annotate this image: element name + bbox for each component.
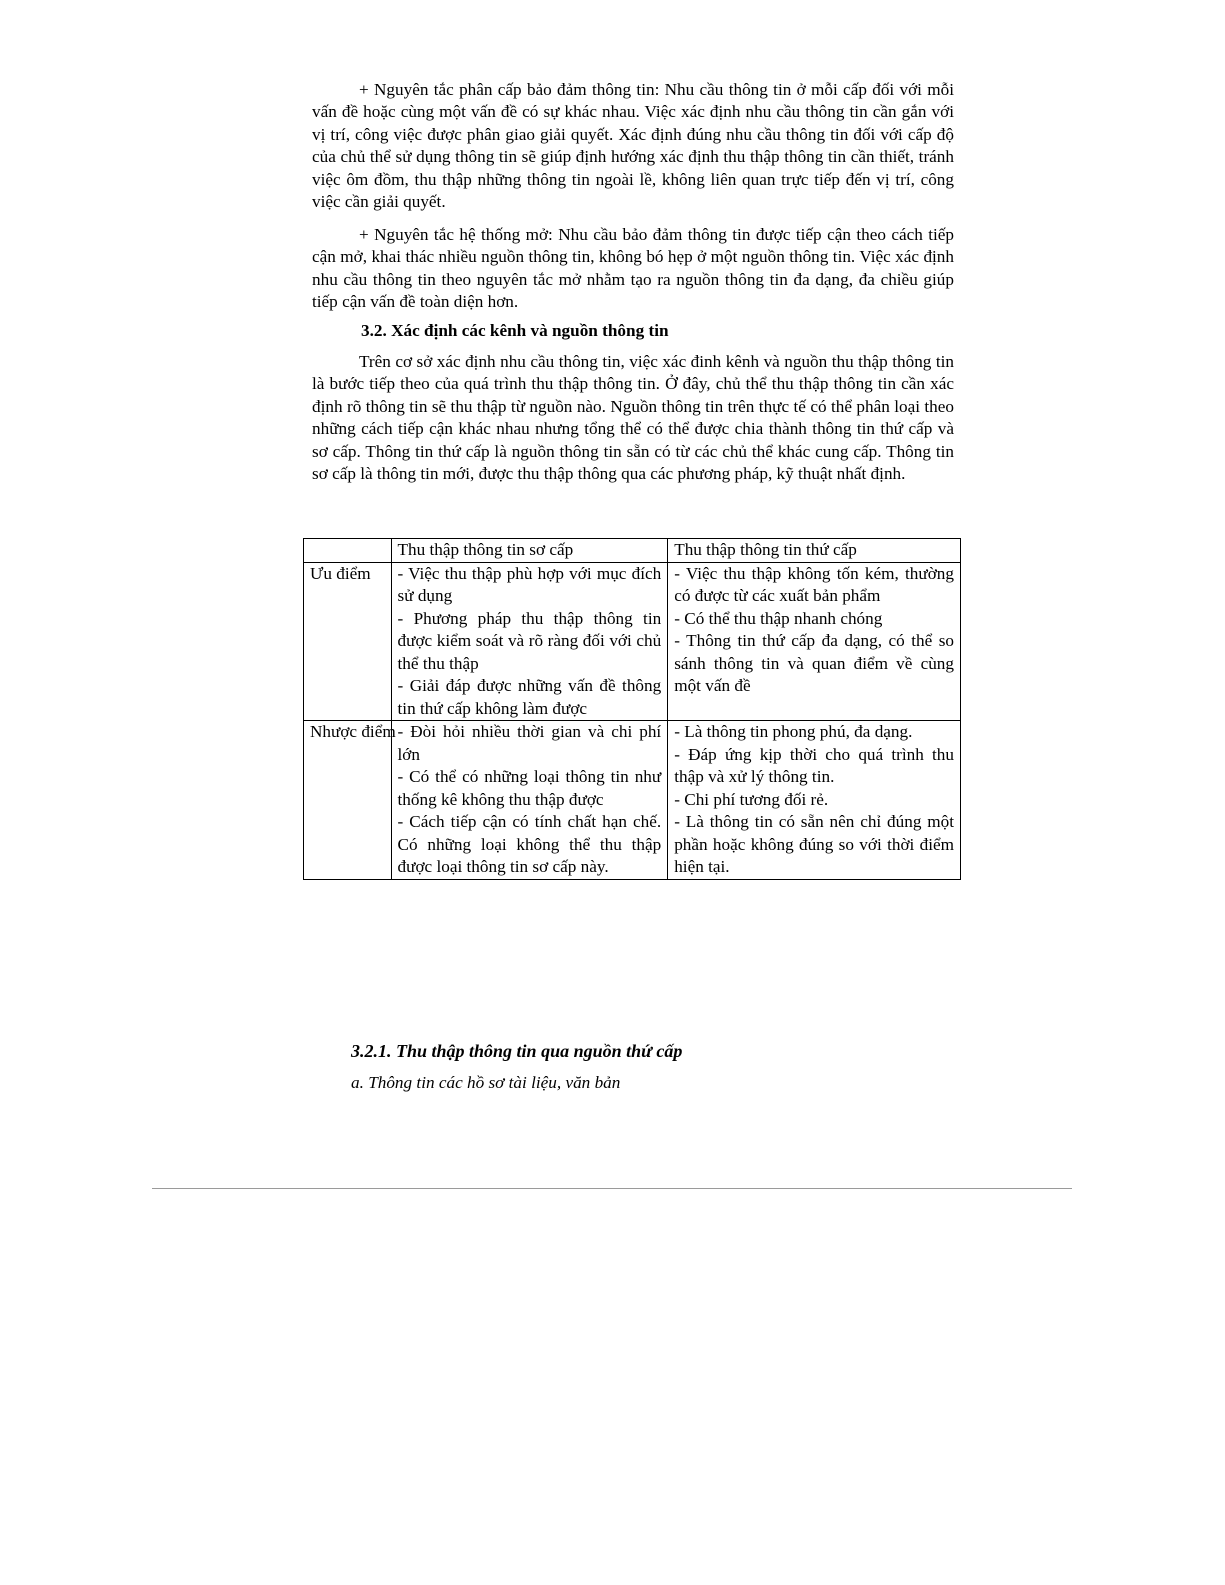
table-header-cell: Thu thập thông tin sơ cấp	[391, 539, 668, 563]
table-header-cell: Thu thập thông tin thứ cấp	[668, 539, 961, 563]
table-header-row	[304, 539, 961, 563]
list-item: - Thông tin thứ cấp đa dạng, có thể so sánh thông tin và quan điểm về cùng một vấn đề	[674, 631, 954, 695]
disadvantages-secondary-cell	[668, 721, 961, 880]
comparison-table	[303, 538, 961, 880]
advantages-primary-cell	[391, 562, 668, 721]
list-item: - Việc thu thập không tốn kém, thường có được từ các xuất bản phẩm	[674, 563, 954, 605]
table-row	[304, 562, 961, 721]
row-label-disadvantages	[304, 721, 396, 880]
list-item: - Đáp ứng kịp thời cho quá trình thu thập và xử lý thông tin.	[674, 744, 954, 786]
list-item: - Có thể có những loại thông tin như thống kê không thu thập được	[397, 767, 662, 809]
section-heading: 3.2. Xác định các kênh và nguồn thông tin	[361, 321, 669, 340]
row-label-text: Nhược điểm	[310, 722, 396, 741]
paragraph-hierarchy-principle	[312, 79, 954, 213]
subsection-heading: 3.2.1. Thu thập thông tin qua nguồn thứ cấp	[351, 1041, 683, 1061]
list-item: - Là thông tin có sẵn nên chỉ đúng một phần hoặc không đúng so với thời điểm hiện tại.	[674, 812, 954, 876]
row-label-overlap	[310, 721, 396, 743]
list-item: - Có thể thu thập nhanh chóng	[674, 608, 883, 628]
paragraph-text: + Nguyên tắc hệ thống mở: Nhu cầu bảo đảm thông tin được tiếp cận theo cách tiếp cận mở, khai thác nhiều nguồn thông tin, không bó hẹp ở một nguồn thông tin. Việc xác định nhu cầu thông tin theo nguyên tắc mở nhằm tạo ra nguồn thông tin đa dạng, đa chiều giúp tiếp cận vấn đề toàn diện hơn.	[312, 225, 954, 312]
table-header-cell	[304, 539, 392, 563]
paragraph-text: Trên cơ sở xác định nhu cầu thông tin, việc xác đinh kênh và nguồn thu thập thông tin là bước tiếp theo của quá trình thu thập thông tin. Ở đây, chủ thể thu thập thông tin cần xác định rõ thông tin sẽ thu thập từ nguồn nào. Nguồn thông tin trên thực tế có thể phân loại theo những cách tiếp cận khác nhau nhưng tổng thể có thể được chia thành thông tin thứ cấp và sơ cấp. Thông tin thứ cấp là nguồn thông tin sẵn có từ các chủ thể khác cung cấp. Thông tin sơ cấp là thông tin mới, được thu thập thông qua các phương pháp, kỹ thuật nhất định.	[312, 352, 954, 484]
row-label-advantages: Ưu điểm	[304, 562, 392, 721]
paragraph-open-system-principle	[312, 224, 954, 314]
list-item: - Cách tiếp cận có tính chất hạn chế. Có những loại không thể thu thập được loại thông tin sơ cấp này.	[397, 812, 662, 876]
advantages-secondary-cell	[668, 562, 961, 721]
page-divider	[152, 1188, 1072, 1189]
table-row	[304, 721, 961, 880]
paragraph-channels-sources	[312, 351, 954, 485]
list-item: - Là thông tin phong phú, đa dạng.	[674, 722, 913, 741]
subsection-item: a. Thông tin các hồ sơ tài liệu, văn bản	[351, 1073, 621, 1092]
disadvantages-primary-cell	[391, 721, 668, 880]
list-item: - Đòi hỏi nhiều thời gian và chi phí lớn	[397, 722, 662, 764]
list-item: - Giải đáp được những vấn đề thông tin thứ cấp không làm được	[397, 676, 662, 718]
list-item: - Chi phí tương đối rẻ.	[674, 789, 829, 809]
list-item: - Việc thu thập phù hợp với mục đích sử dụng	[397, 563, 662, 605]
paragraph-text: + Nguyên tắc phân cấp bảo đảm thông tin: Nhu cầu thông tin ở mỗi cấp đối với mỗi vấn đề hoặc cùng một vấn đề có sự khác nhau. Việc xác định nhu cầu thông tin cần gắn với vị trí, công việc được phân giao giải quyết. Xác định đúng nhu cầu thông tin đối với cấp độ của chủ thể sử dụng thông tin sẽ giúp định hướng xác định thu thập thông tin cần thiết, tránh việc ôm đồm, thu thập những thông tin ngoài lề, không liên quan trực tiếp đến vị trí, công việc cần giải quyết.	[312, 80, 954, 212]
list-item: - Phương pháp thu thập thông tin được kiểm soát và rõ ràng đối với chủ thể thu thập	[397, 608, 662, 673]
